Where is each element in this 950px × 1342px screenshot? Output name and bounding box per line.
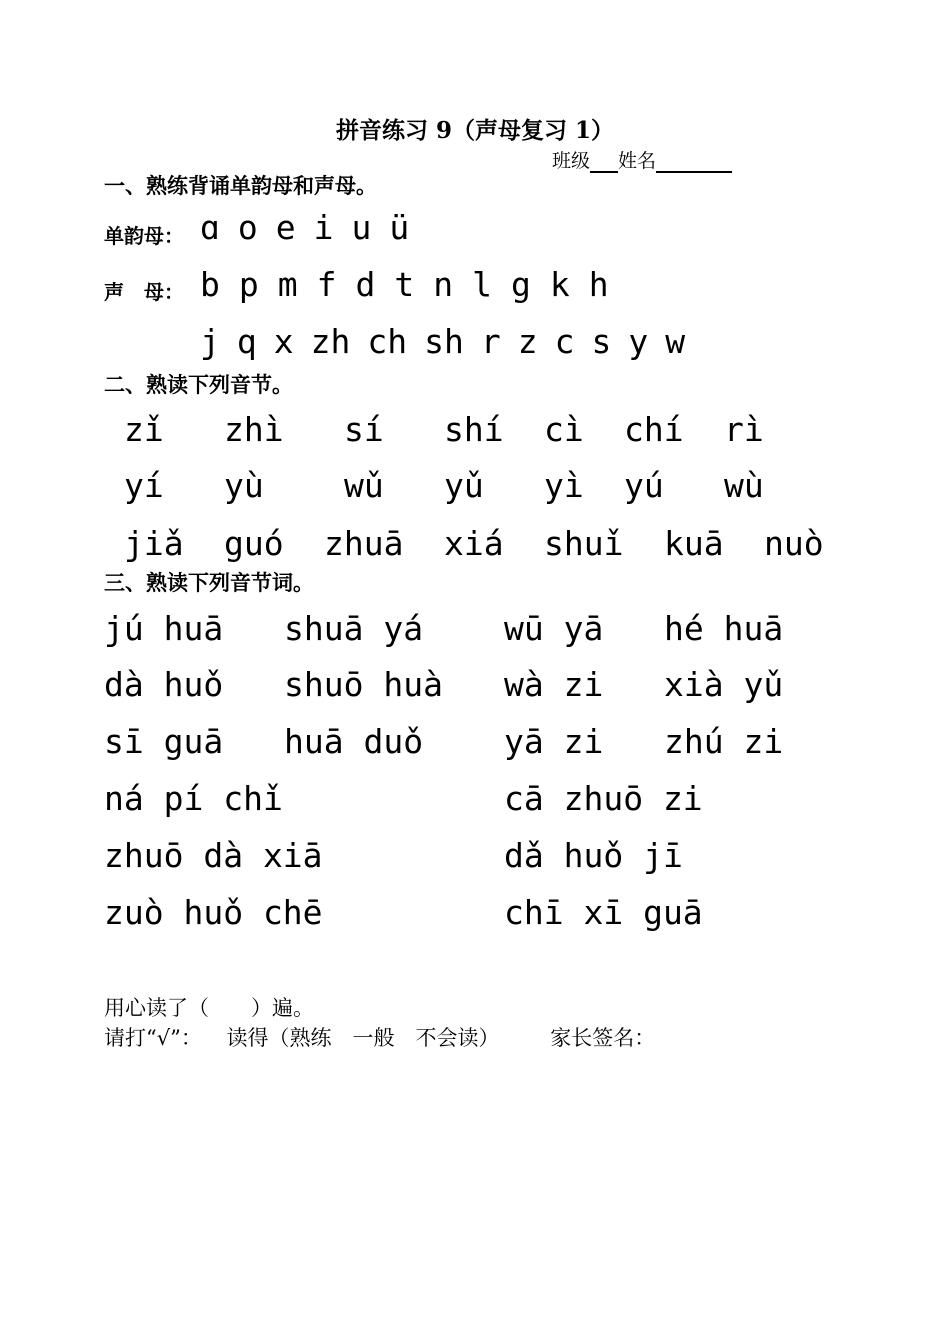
syllable-word: wū yā — [504, 609, 604, 648]
initial-letter: w — [665, 322, 686, 361]
initial-letter: y — [628, 322, 649, 361]
syllable-word: wà zi — [504, 665, 604, 704]
parent-signature-label: 家长签名： — [550, 1026, 656, 1050]
syllable: guó — [224, 524, 284, 563]
syllable-word: yā zi — [504, 722, 604, 761]
initial-letter: g — [511, 265, 531, 304]
initial-letter: sh — [424, 322, 464, 361]
name-label: 姓名 — [618, 150, 657, 172]
vowel-letter: ü — [389, 208, 410, 247]
initial-letter: r — [480, 322, 501, 361]
vowel-letter: e — [275, 208, 296, 247]
initials-label: 声 母： — [104, 280, 184, 304]
initial-letter: x — [273, 322, 294, 361]
vowel-letter: i — [313, 208, 334, 247]
initial-letter: t — [394, 265, 415, 304]
syllable: sí — [344, 410, 384, 449]
initial-letter: j — [200, 322, 220, 361]
syllable: yì — [544, 466, 584, 505]
syllable-word: shuā yá — [284, 609, 424, 648]
syllable: xiá — [444, 524, 504, 563]
syllable: shuǐ — [544, 524, 624, 563]
syllable: yú — [624, 466, 664, 505]
syllable: zhì — [224, 410, 284, 449]
initial-letter: p — [238, 265, 259, 304]
syllable-word: dà huǒ — [104, 665, 224, 704]
reading-options: 读得（熟练 一般 不会读） — [226, 1026, 500, 1050]
syllable-word: dǎ huǒ jī — [504, 836, 683, 875]
page-title: 拼音练习 9（声母复习 1） — [335, 117, 615, 144]
syllable-word: jú huā — [104, 609, 224, 648]
syllable-word: cā zhuō zi — [504, 779, 703, 818]
vowel-letter: ɑ — [200, 208, 220, 247]
syllable-word: huā duǒ — [284, 722, 424, 761]
syllable: nuò — [764, 524, 824, 563]
syllable: jiǎ — [124, 524, 184, 563]
syllable: chí — [624, 410, 684, 449]
class-name-line — [552, 146, 732, 173]
initial-letter: zh — [310, 322, 351, 361]
class-label: 班级 — [552, 150, 591, 172]
initial-letter: k — [549, 265, 570, 304]
initial-letter: m — [277, 265, 298, 304]
syllable-word: zuò huǒ chē — [104, 893, 323, 932]
section2-heading: 二、熟读下列音节。 — [104, 372, 293, 397]
initial-letter: ch — [367, 322, 408, 361]
syllable-word: xià yǔ — [664, 665, 784, 704]
vowel-letter: o — [237, 208, 258, 247]
syllable: rì — [724, 410, 764, 449]
check-line — [104, 1022, 655, 1052]
vowels-label: 单韵母： — [104, 224, 184, 248]
initial-letter: l — [472, 265, 492, 304]
initial-letter: c — [554, 322, 575, 361]
class-blank[interactable] — [590, 151, 618, 173]
syllable-word: zhú zi — [664, 722, 784, 761]
syllable-word: hé huā — [664, 609, 784, 648]
syllable: wǔ — [344, 466, 384, 505]
syllable-word: sī guā — [104, 722, 224, 761]
initial-letter: f — [316, 265, 337, 304]
syllable-word: shuō huà — [284, 665, 443, 704]
initial-letter: h — [588, 265, 609, 304]
syllable: wù — [724, 466, 764, 505]
section1-heading: 一、熟练背诵单韵母和声母。 — [104, 173, 377, 198]
initial-letter: s — [591, 322, 612, 361]
syllable: cì — [544, 410, 584, 449]
syllable: yù — [224, 466, 264, 505]
check-label: 请打“√”： — [104, 1026, 202, 1050]
syllable: zǐ — [124, 410, 164, 449]
section3-heading: 三、熟读下列音节词。 — [104, 570, 314, 595]
initial-letter: q — [236, 322, 257, 361]
initial-letter: z — [517, 322, 538, 361]
syllable: shí — [444, 410, 504, 449]
syllable: zhuā — [324, 524, 404, 563]
read-times-line: 用心读了（ ）遍。 — [104, 996, 314, 1020]
syllable: yǔ — [444, 466, 484, 505]
syllable-word: ná pí chǐ — [104, 779, 283, 818]
vowel-letter: u — [351, 208, 372, 247]
initial-letter: n — [433, 265, 454, 304]
initial-letter: b — [200, 265, 220, 304]
syllable: kuā — [664, 524, 724, 563]
syllable: yí — [124, 466, 164, 505]
syllable-word: chī xī guā — [504, 893, 703, 932]
initial-letter: d — [355, 265, 376, 304]
name-blank[interactable] — [656, 151, 732, 173]
syllable-word: zhuō dà xiā — [104, 836, 323, 875]
